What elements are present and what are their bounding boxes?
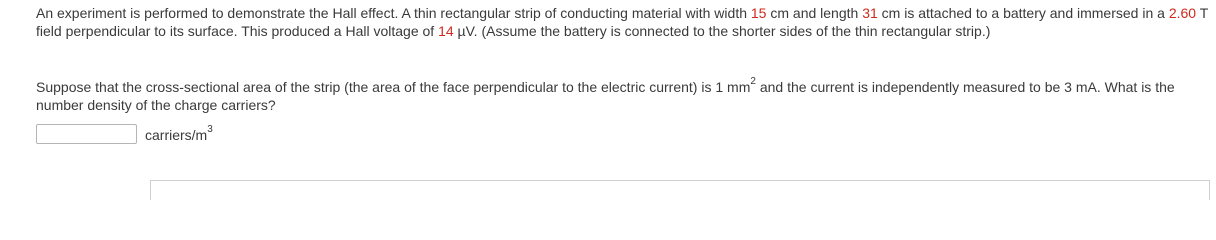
question-text: and the current is independently measured to be: [755, 79, 1065, 95]
area-value: 1: [715, 79, 724, 95]
area-exponent: 2: [750, 76, 756, 88]
next-part-panel: [150, 180, 1210, 200]
question-paragraph-2: [36, 78, 1216, 114]
question-text: T field perpendicular to its surface. This produced a Hall voltage of: [36, 5, 1208, 39]
voltage-value: 14: [438, 23, 454, 39]
units-text: carriers/m: [145, 127, 208, 143]
length-value: 31: [862, 5, 878, 21]
answer-units: [145, 126, 213, 144]
question-paragraph-1: [36, 4, 1216, 40]
question-text: cm and length: [766, 5, 863, 21]
units-exponent: 3: [207, 124, 213, 136]
question-text: mA. What is the number density of the charge carriers?: [36, 79, 1175, 113]
width-value: 15: [750, 5, 767, 21]
current-value: 3: [1064, 79, 1072, 95]
answer-input[interactable]: [36, 124, 137, 144]
field-value: 2.60: [1168, 5, 1197, 21]
question-text: µV. (Assume the battery is connected to the shorter sides of the thin rectangular strip.): [453, 23, 991, 39]
question-text: Suppose that the cross-sectional area of the strip (the area of the face perpendicular to the electric current) is: [36, 79, 716, 95]
area-unit: mm: [723, 79, 751, 95]
question-text: An experiment is performed to demonstrate the Hall effect. A thin rectangular strip of conducting material with width: [36, 5, 751, 21]
question-text: cm is attached to a battery and immersed in a: [877, 5, 1169, 21]
